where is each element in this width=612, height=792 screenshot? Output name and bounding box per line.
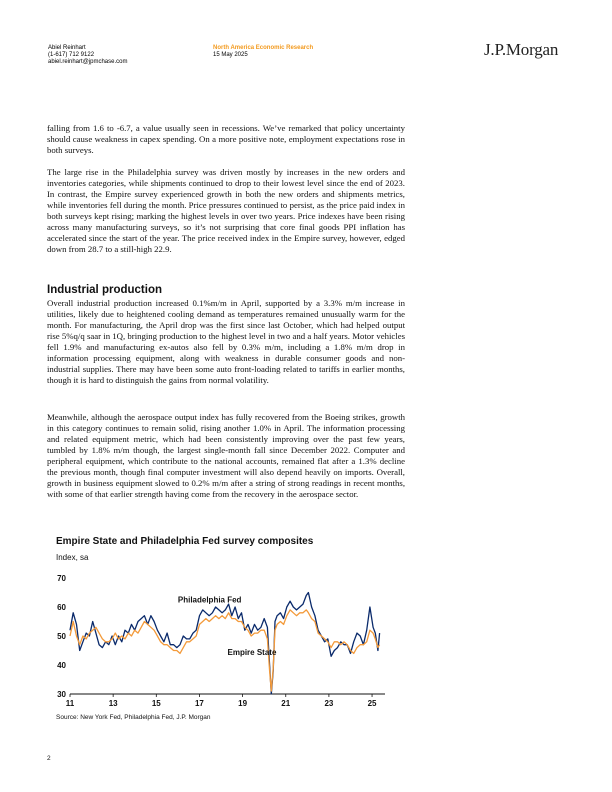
x-tick-label: 25 [367, 699, 377, 708]
jpmorgan-logo: J.P.Morgan [484, 40, 559, 59]
department-name: North America Economic Research [213, 45, 314, 51]
series-annotations [178, 596, 277, 657]
y-axis [57, 574, 66, 699]
series-label-philadelphia-fed: Philadelphia Fed [177, 595, 242, 605]
x-tick-label: 19 [238, 699, 248, 708]
section-heading: Industrial production [47, 284, 162, 296]
author-email[interactable]: abiel.reinhart@jpmchase.com [48, 59, 128, 65]
x-tick-label: 13 [108, 699, 118, 708]
x-axis [66, 694, 385, 708]
chart-title: Empire State and Philadelphia Fed survey composites [56, 536, 314, 547]
chart-source: Source: New York Fed, Philadelphia Fed, J.P. Morgan [56, 714, 211, 721]
survey-composites-chart [40, 570, 390, 710]
page-number: 2 [47, 755, 51, 762]
body-paragraph: falling from 1.6 to -6.7, a value usually seen in recessions. We’ve remarked that policy uncertainty should cause weakness in capex spending. On a more positive note, employment expectations rose in both surveys. [47, 123, 405, 155]
body-paragraph: Meanwhile, although the aerospace output index has fully recovered from the Boeing strikes, growth in this category continues to remain solid, rising another 1.0% in April. The information processing and related equipment metric, which had been consistently improving over the past few years, tumbled by 1.8% m/m though, the largest single-month fall since December 2022. Computer and peripheral equipment, which contribute to the national accounts, remained flat after a 1.3% decline the previous month, though final computer investment will also depend heavily on imports. Overall, growth in business equipment slowed to 0.2% m/m after a string of strong readings in recent months, with some of that earlier strength having come from the recovery in the aerospace sector. [47, 412, 405, 499]
body-paragraph: Overall industrial production increased 0.1%m/m in April, supported by a 3.3% m/m increase in utilities, likely due to heightened cooling demand as temperatures remained unusually warm for the month. For manufacturing, the April drop was the first since last October, which had helped output rise 5%q/q saar in 1Q, bringing production to the highest level in two and a half years. Motor vehicles fell 1.9% and manufacturing ex-autos also fell by 0.3% m/m, including a 1.8% m/m drop in information processing equipment, along with weakness in durable consumer goods and non-industrial supplies. There may have been some auto front-loading related to tariffs in earlier months, though it is hard to distinguish the gains from normal volatility. [47, 298, 405, 385]
report-meta [213, 45, 313, 59]
chart-y-label: Index, sa [56, 553, 89, 562]
author-name: Abiel Reinhart [48, 45, 86, 51]
author-block [48, 45, 127, 66]
x-tick-label: 23 [324, 699, 334, 708]
y-tick-label: 30 [57, 690, 66, 699]
x-tick-label: 17 [194, 699, 204, 708]
y-tick-label: 40 [57, 661, 66, 670]
x-tick-label: 15 [151, 699, 161, 708]
y-tick-label: 50 [57, 632, 66, 641]
series-lines [70, 593, 380, 695]
report-date: 15 May 2025 [213, 52, 248, 58]
y-tick-label: 60 [57, 603, 66, 612]
body-paragraph: The large rise in the Philadelphia survey was driven mostly by increases in the new orders and inventories categories, while shipments continued to drop to their lowest level since the end of 2023. In contrast, the Empire survey experienced growth in both the new orders and shipments metrics, while inventories fell during the month. Price pressures continued to persist, as the price paid index in both surveys kept rising; marking the highest levels in over two years. Price indexes have been rising across many manufacturing surveys, so it’s not surprising that core final goods PPI inflation has accelerated since the start of the year. The price received index in the Empire survey, however, edged down from 28.7 to a still-high 22.9. [47, 167, 405, 254]
series-label-empire-state: Empire State [227, 647, 277, 657]
author-phone: (1-617) 712 9122 [48, 52, 95, 58]
y-tick-label: 70 [57, 574, 66, 583]
x-tick-label: 11 [65, 699, 75, 708]
series-line-empire-state [70, 610, 380, 691]
x-tick-label: 21 [281, 699, 291, 708]
